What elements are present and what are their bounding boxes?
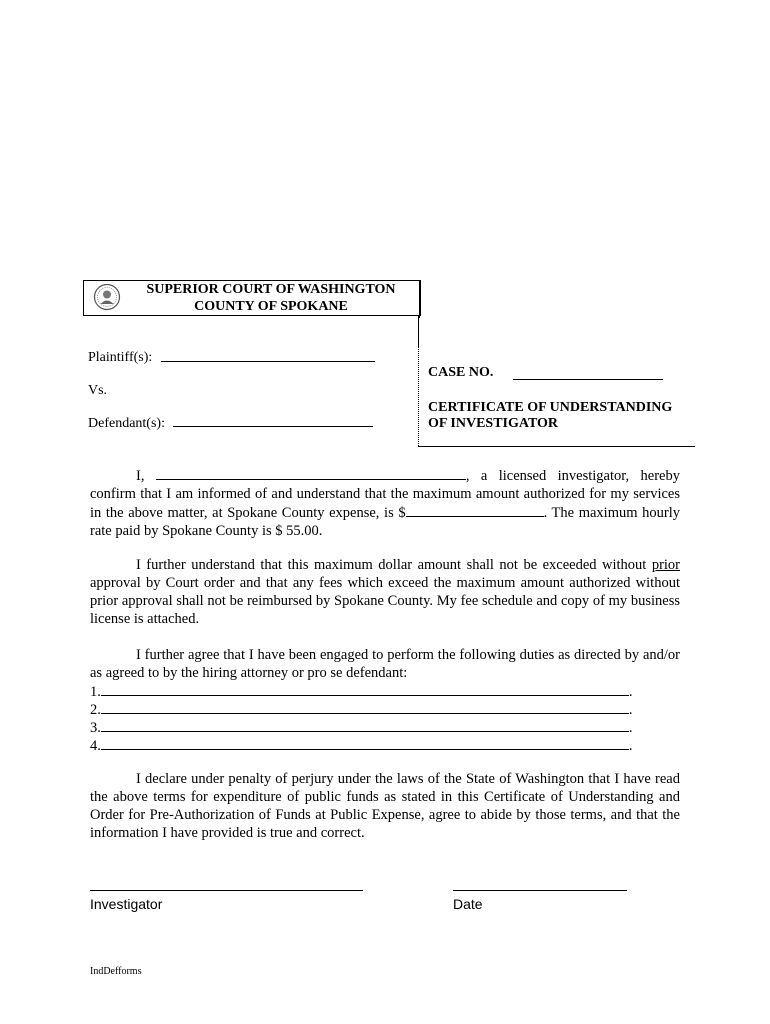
- duty-line-3: 3. .: [90, 720, 633, 736]
- duty-line-4: 4. .: [90, 738, 633, 754]
- case-no-label: CASE NO.: [428, 365, 494, 380]
- paragraph-duties-intro: I further agree that I have been engaged to perform the following duties as directed by and/or as agreed to by the hiring attorney or pro se defendant:: [90, 647, 680, 681]
- caption-bottom-rule: [418, 446, 695, 447]
- duty-field-4[interactable]: [101, 736, 629, 750]
- duty-line-1: 1. .: [90, 684, 633, 700]
- case-no-field[interactable]: [513, 367, 663, 380]
- defendant-label: Defendant(s):: [88, 416, 165, 431]
- investigator-label: Investigator: [90, 896, 163, 912]
- vs-label: Vs.: [88, 383, 108, 398]
- defendant-field[interactable]: [173, 414, 373, 427]
- paragraph-investigator-confirmation: I, , a licensed investigator, hereby confirm that I am informed of and understand that the maximum amount authorized for my services in the above matter, at Spokane County expense, is $ . The maximum hourly rate paid by Spokane County is $ 55.00.: [90, 468, 680, 539]
- plaintiff-label: Plaintiff(s):: [88, 350, 153, 365]
- paragraph-prior-approval: I further understand that this maximum dollar amount shall not be exceeded without prior approval by Court order and that any fees which exceed the maximum amount authorized without prior approval shall not be reimbursed by Spokane County. My fee schedule and copy of my business license is attached.: [90, 557, 680, 627]
- duty-line-2: 2. .: [90, 702, 633, 718]
- caption-divider-dotted: [418, 346, 419, 446]
- duty-field-2[interactable]: [101, 700, 629, 714]
- court-name: SUPERIOR COURT OF WASHINGTON: [146, 282, 396, 297]
- county-name: COUNTY OF SPOKANE: [194, 299, 348, 314]
- document-title-line2: OF INVESTIGATOR: [428, 416, 559, 431]
- form-id-footer: IndDefforms: [90, 966, 142, 977]
- caption-divider-top: [419, 280, 420, 318]
- date-signature-line[interactable]: [453, 890, 627, 891]
- paragraph-perjury-declaration: I declare under penalty of perjury under the laws of the State of Washington that I have read the above terms for expenditure of public funds as stated in this Certificate of Understanding and Order for Pre-Authorization of Funds at Public Expense, agree to abide by those terms, and that the information I have provided is true and correct.: [90, 771, 680, 841]
- investigator-signature-line[interactable]: [90, 890, 363, 891]
- date-label: Date: [453, 896, 483, 912]
- caption-divider-mid: [418, 316, 419, 346]
- washington-state-seal-icon: [92, 283, 122, 311]
- duty-field-1[interactable]: [101, 682, 629, 696]
- plaintiff-field[interactable]: [161, 349, 375, 362]
- duty-field-3[interactable]: [101, 718, 629, 732]
- document-title-line1: CERTIFICATE OF UNDERSTANDING: [428, 400, 673, 415]
- max-amount-field[interactable]: [406, 503, 544, 517]
- investigator-name-field[interactable]: [156, 466, 466, 480]
